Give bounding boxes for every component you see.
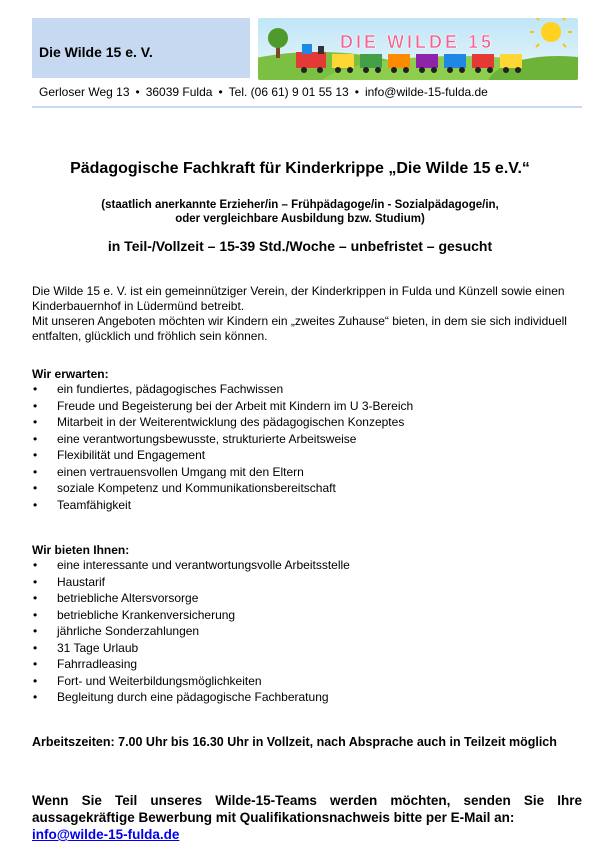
list-item: • einen vertrauensvollen Umgang mit den Eltern [32,464,413,481]
intro-line: Mit unseren Angeboten möchten wir Kindern ein „zweites Zuhause“ bieten, in dem sie sich individuell [32,314,567,328]
list-item: • Begleitung durch eine pädagogische Fachberatung [32,689,350,706]
logo-text: DIE WILDE 15 [340,32,495,52]
intro-line: entfalten, glücklich und fröhlich sein können. [32,329,268,343]
application-email-link[interactable]: info@wilde-15-fulda.de [32,827,180,842]
header-org-box [32,18,250,78]
job-subtitle-line: (staatlich anerkannte Erzieher/in – Frühpädagoge/in - Sozialpädagoge/in, [101,199,499,211]
address-city: 36039 Fulda [145,85,213,99]
list-item: • betriebliche Altersvorsorge [32,590,350,607]
working-hours: Arbeitszeiten: 7.00 Uhr bis 16.30 Uhr in Vollzeit, nach Absprache auch in Teilzeit möglich [32,735,557,749]
list-item: • Fort- und Weiterbildungsmöglichkeiten [32,673,350,690]
expect-heading: Wir erwarten: [32,367,109,381]
logo-banner [258,18,578,80]
address-street: Gerloser Weg 13 [39,85,130,99]
org-name: Die Wilde 15 e. V. [39,44,153,60]
intro-line: Kinderbauernhof in Lüdermünd betreibt. [32,299,245,313]
logo-illustration [258,18,578,80]
list-item: • soziale Kompetenz und Kommunikationsbereitschaft [32,480,413,497]
list-item: • ein fundiertes, pädagogisches Fachwissen [32,381,413,398]
address-email: info@wilde-15-fulda.de [364,85,488,99]
list-item: • jährliche Sonderzahlungen [32,623,350,640]
offer-list [32,557,350,706]
list-item: • betriebliche Krankenversicherung [32,607,350,624]
application-call [32,792,582,843]
list-item: • eine verantwortungsbewusste, strukturierte Arbeitsweise [32,431,413,448]
list-item: • Mitarbeit in der Weiterentwicklung des pädagogischen Konzeptes [32,414,413,431]
job-title: Pädagogische Fachkraft für Kinderkrippe „Die Wilde 15 e.V.“ [70,160,530,177]
intro-line: Die Wilde 15 e. V. ist ein gemeinnütziger Verein, der Kinderkrippen in Fulda und Künzell sowie einen [32,284,565,298]
application-text: Wenn Sie Teil unseres Wilde-15-Teams werden möchten, senden Sie Ihre aussagekräftige Bewerbung mit Qualifikationsnachweis bitte per E-Mail an: [32,793,582,825]
list-item: • Freude und Begeisterung bei der Arbeit mit Kindern im U 3-Bereich [32,398,413,415]
address-bar [32,80,582,108]
list-item: • 31 Tage Urlaub [32,640,350,657]
job-subtitle [0,198,600,226]
intro-paragraph [32,284,582,344]
list-item: • Fahrradleasing [32,656,350,673]
list-item: • Flexibilität und Engagement [32,447,413,464]
list-item: • Haustarif [32,574,350,591]
expect-list [32,381,413,513]
job-subtitle-line: oder vergleichbare Ausbildung bzw. Studium) [175,213,425,225]
address-text: Gerloser Weg 13 • 36039 Fulda • Tel. (06 61) 9 01 55 13 • info@wilde-15-fulda.de [39,85,488,99]
address-phone: Tel. (06 61) 9 01 55 13 [228,85,349,99]
list-item: • Teamfähigkeit [32,497,413,514]
job-hours: in Teil-/Vollzeit – 15-39 Std./Woche – unbefristet – gesucht [107,238,493,254]
list-item: • eine interessante und verantwortungsvolle Arbeitsstelle [32,557,350,574]
offer-heading: Wir bieten Ihnen: [32,543,130,557]
